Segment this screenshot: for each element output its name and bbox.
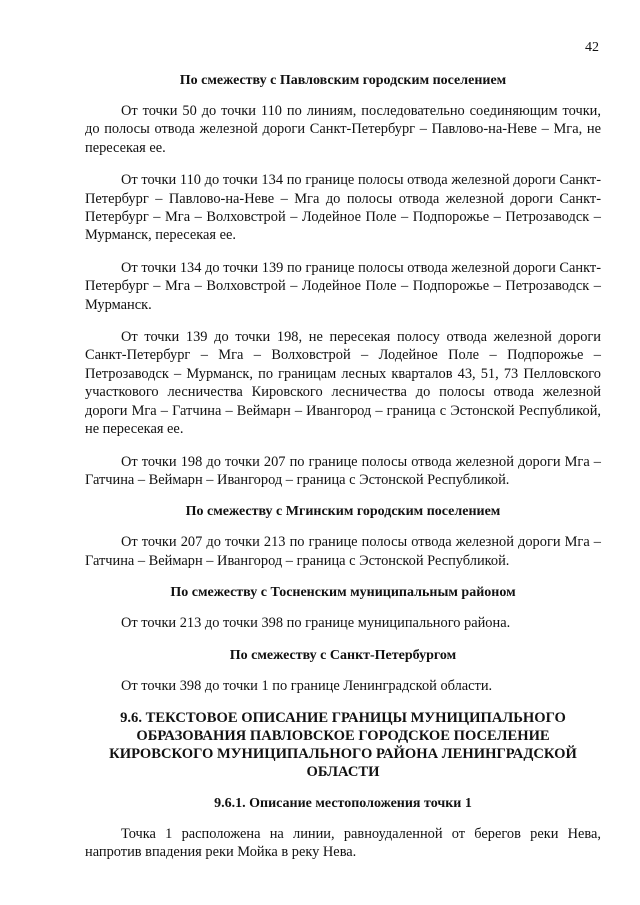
chapter-title: 9.6. ТЕКСТОВОЕ ОПИСАНИЕ ГРАНИЦЫ МУНИЦИПАЛЬНОГО ОБРАЗОВАНИЯ ПАВЛОВСКОЕ ГОРОДСКОЕ ПОСЕЛЕНИЕ КИРОВСКОГО МУНИЦИПАЛЬНОГО РАЙОНА ЛЕНИНГРАДСКОЙ ОБЛАСТИ (109, 709, 577, 780)
paragraph: От точки 398 до точки 1 по границе Ленинградской области. (121, 677, 493, 694)
paragraph: От точки 213 до точки 398 по границе муниципального района. (121, 615, 511, 632)
paragraph: Точка 1 расположена на линии, равноудаленной от берегов реки Нева, напротив впадения реки Мойка в реку Нева. (85, 825, 601, 861)
paragraph: От точки 207 до точки 213 по границе полосы отвода железной дороги Мга – Гатчина – Веймарн – Ивангород – граница с Эстонской Республикой. (85, 534, 601, 569)
paragraph: От точки 198 до точки 207 по границе полосы отвода железной дороги Мга – Гатчина – Веймарн – Ивангород – граница с Эстонской Республикой. (85, 453, 601, 488)
document-body (85, 64, 601, 876)
page-number: 42 (585, 40, 599, 55)
section-heading: По смежеству с Павловским городским поселением (179, 73, 507, 88)
paragraph: От точки 134 до точки 139 по границе полосы отвода железной дороги Санкт-Петербург – Мга – Волховстрой – Лодейное Поле – Подпорожье – Петрозаводск – Мурманск. (85, 259, 601, 313)
paragraph: От точки 139 до точки 198, не пересекая полосу отвода железной дороги Санкт-Петербург – Мга – Волховстрой – Лодейное Поле – Подпорожье – Петрозаводск – Мурманск, по границам лесных кварталов 43, 51, 73 Пелловского участкового лесничества Кировского лесничества до полосы отвода железной дороги Мга – Гатчина – Веймарн – Ивангород – граница с Эстонской Республикой, не пересекая ее. (85, 329, 601, 438)
section-heading: По смежеству с Мгинским городским поселением (185, 504, 501, 520)
paragraph: От точки 50 до точки 110 по линиям, последовательно соединяющим точки, до полосы отвода железной дороги Санкт-Петербург – Павлово-на-Неве – Мга, не пересекая ее. (85, 103, 601, 156)
section-heading: По смежеству с Тосненским муниципальным районом (170, 585, 516, 601)
section-heading: По смежеству с Санкт-Петербургом (229, 647, 457, 663)
subsection-heading: 9.6.1. Описание местоположения точки 1 (214, 795, 472, 811)
paragraph: От точки 110 до точки 134 по границе полосы отвода железной дороги Санкт-Петербург – Павлово-на-Неве – Мга до полосы отвода железной дороги Санкт-Петербург – Мга – Волховстрой – Лодейное Поле – Подпорожье – Петрозаводск – Мурманск, пересекая ее. (85, 172, 601, 244)
